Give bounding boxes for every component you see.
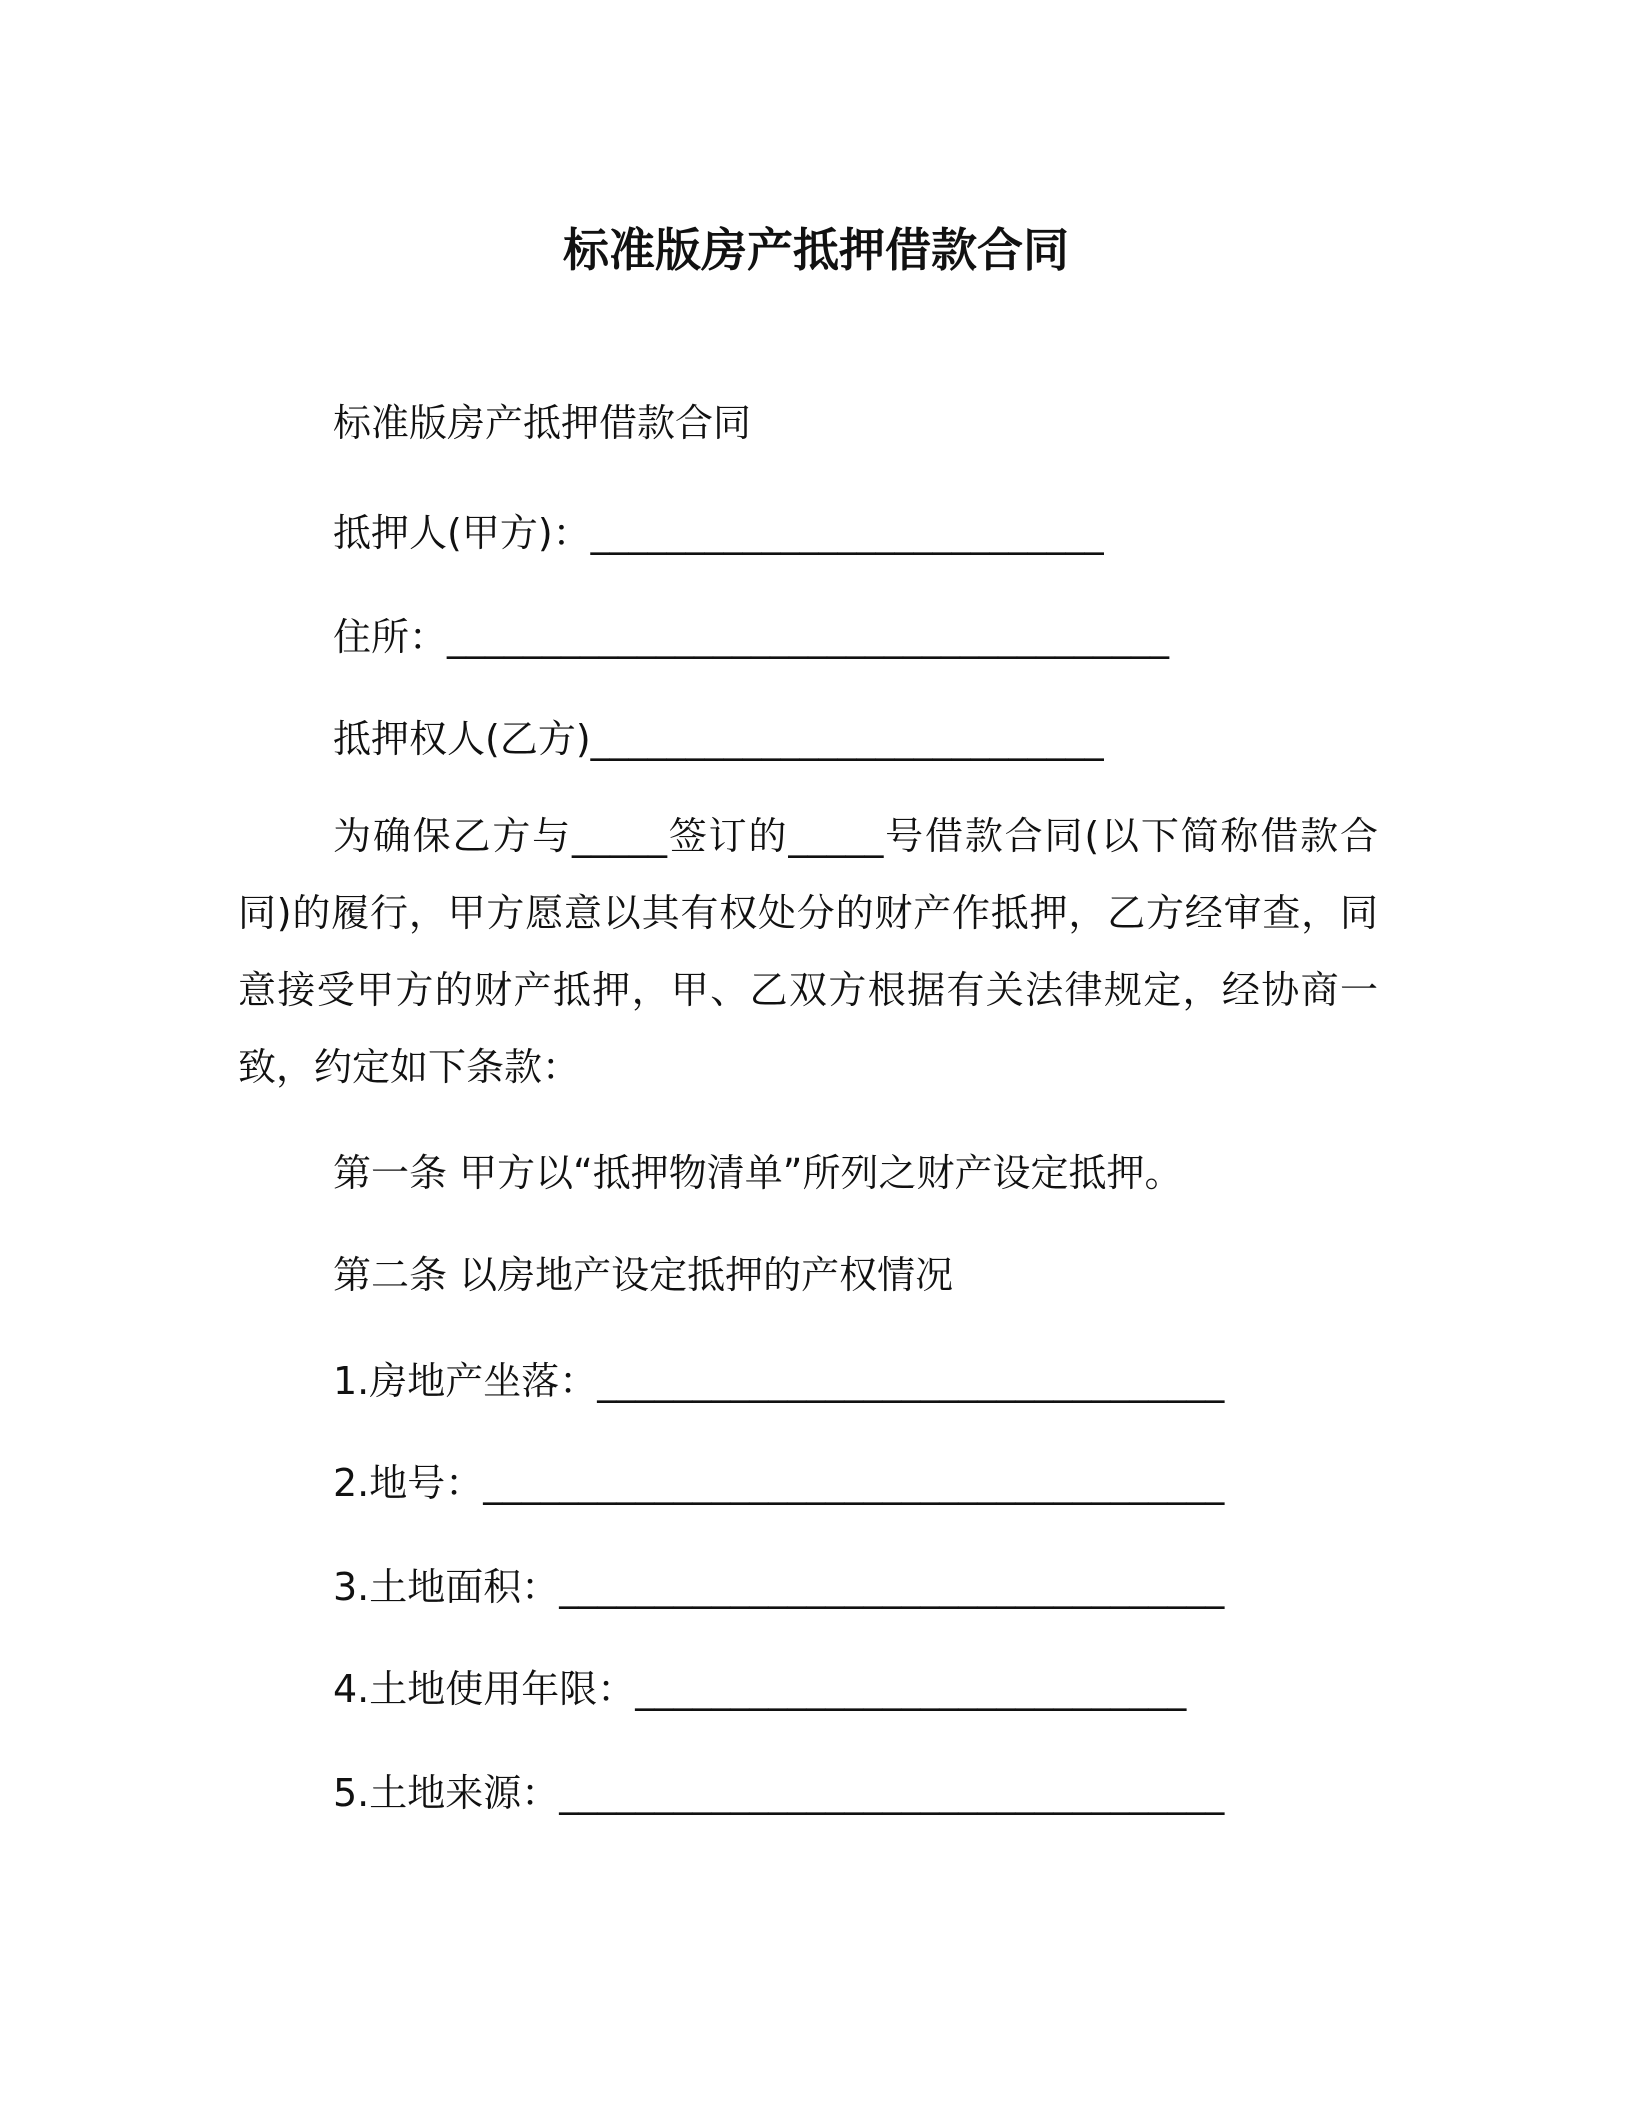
mortgagor-field: 抵押人(甲方)：___________________________ [333,511,1104,555]
item-land-source: 5.土地来源：___________________________________ [333,1771,1225,1815]
article-1: 第一条 甲方以“抵押物清单”所列之财产设定抵押。 [333,1151,1183,1195]
document-title: 标准版房产抵押借款合同 [563,223,1069,277]
document-subtitle: 标准版房产抵押借款合同 [333,401,752,445]
article-2: 第二条 以房地产设定抵押的产权情况 [333,1253,954,1297]
address-field: 住所：______________________________________ [333,615,1170,659]
item-land-term: 4.土地使用年限：_____________________________ [333,1667,1187,1711]
item-lot-number: 2.地号：_______________________________________ [333,1461,1225,1505]
item-land-area: 3.土地面积：___________________________________ [333,1565,1225,1609]
intro-paragraph: 为确保乙方与_____签订的_____号借款合同(以下简称借款合同)的履行，甲方愿意以其有权处分的财产作抵押，乙方经审查，同意接受甲方的财产抵押，甲、乙双方根据有关法律规定，经协商一致，约定如下条款： [238,814,1378,1089]
mortgagee-field: 抵押权人(乙方)___________________________ [333,717,1104,761]
item-location: 1.房地产坐落：_________________________________ [333,1359,1225,1403]
